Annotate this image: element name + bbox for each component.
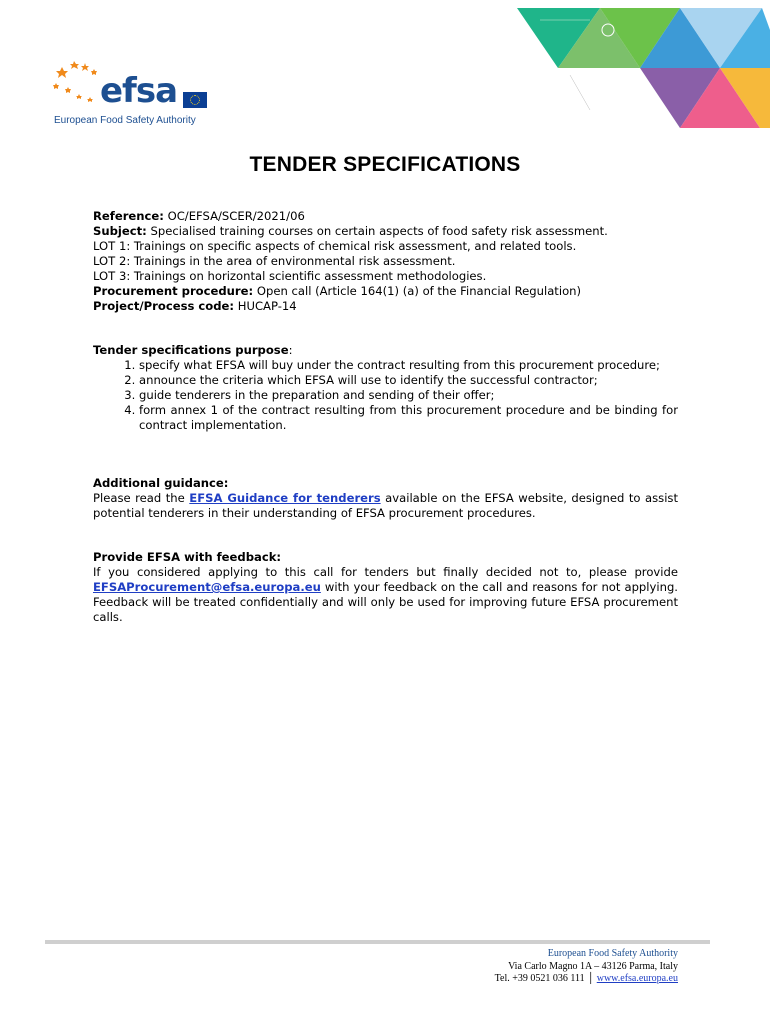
- reference-line: [93, 209, 678, 224]
- list-item: 2. announce the criteria which EFSA will use to identify the successful contractor;: [139, 373, 678, 388]
- guidance-link[interactable]: EFSA Guidance for tenderers: [189, 491, 381, 505]
- feedback-section: [93, 550, 678, 625]
- process-code-value: HUCAP-14: [234, 299, 297, 313]
- guidance-text-end: available on the EFSA website, designed to assist potential tenderers in their understanding of EFSA procurement procedures.: [93, 491, 679, 520]
- feedback-text-end: with your feedback on the call and reasons for not applying. Feedback will be treated confidentially and will only be used for improving future EFSA procurement calls.: [93, 580, 678, 624]
- feedback-email-link[interactable]: EFSAProcurement@efsa.europa.eu: [93, 580, 321, 594]
- page-title: TENDER SPECIFICATIONS: [249, 153, 521, 176]
- list-item: 3. guide tenderers in the preparation and sending of their offer;: [139, 388, 678, 403]
- subject-value: Specialised training courses on certain aspects of food safety risk assessment.: [146, 224, 608, 238]
- purpose-section: [93, 343, 678, 433]
- reference-label: Reference:: [93, 209, 164, 223]
- logo-caption: European Food Safety Authority: [54, 115, 196, 126]
- guidance-section: [93, 476, 678, 521]
- lot-3: LOT 3: Trainings on horizontal scientific assessment methodologies.: [93, 269, 487, 283]
- purpose-heading-text: Tender specifications purpose: [93, 343, 289, 357]
- footer: [495, 948, 678, 986]
- process-code-label: Project/Process code:: [93, 299, 235, 313]
- efsa-wordmark: efsa: [100, 71, 178, 111]
- procedure-line: [93, 284, 678, 299]
- footer-contact: [495, 973, 678, 986]
- feedback-text-start: If you considered applying to this call for tenders but finally decided not to, please provide: [93, 565, 678, 579]
- footer-divider: [45, 940, 710, 944]
- procedure-value: Open call (Article 164(1) (a) of the Financial Regulation): [253, 284, 582, 298]
- efsa-logo: [52, 55, 222, 135]
- decorative-triangles-icon: [500, 0, 770, 130]
- footer-org: European Food Safety Authority: [547, 948, 678, 959]
- subject-label: Subject:: [93, 224, 147, 238]
- feedback-heading: Provide EFSA with feedback:: [93, 550, 282, 564]
- purpose-heading: [93, 343, 678, 358]
- footer-separator: │: [587, 973, 595, 984]
- guidance-text: [93, 491, 678, 521]
- subject-line: [93, 224, 678, 239]
- reference-value: OC/EFSA/SCER/2021/06: [163, 209, 305, 223]
- eu-flag-icon: [183, 92, 207, 108]
- list-item: 4. form annex 1 of the contract resulting from this procurement procedure and be binding for contract implementation.: [139, 403, 678, 433]
- footer-address: Via Carlo Magno 1A – 43126 Parma, Italy: [508, 960, 678, 972]
- lot-1: LOT 1: Trainings on specific aspects of chemical risk assessment, and related tools.: [93, 239, 577, 253]
- guidance-heading: Additional guidance:: [93, 476, 229, 490]
- lot-2: LOT 2: Trainings in the area of environmental risk assessment.: [93, 254, 456, 268]
- guidance-text-start: Please read the: [93, 491, 190, 505]
- purpose-heading-colon: :: [288, 343, 293, 357]
- list-item: 1. specify what EFSA will buy under the contract resulting from this procurement procedure;: [139, 358, 678, 373]
- process-code-line: [93, 299, 678, 314]
- procedure-label: Procurement procedure:: [93, 284, 254, 298]
- footer-tel: Tel. +39 0521 036 111: [494, 973, 585, 984]
- header-info: [93, 209, 678, 314]
- feedback-text: [93, 565, 678, 625]
- purpose-list: [93, 358, 678, 433]
- footer-website-link[interactable]: www.efsa.europa.eu: [596, 973, 678, 984]
